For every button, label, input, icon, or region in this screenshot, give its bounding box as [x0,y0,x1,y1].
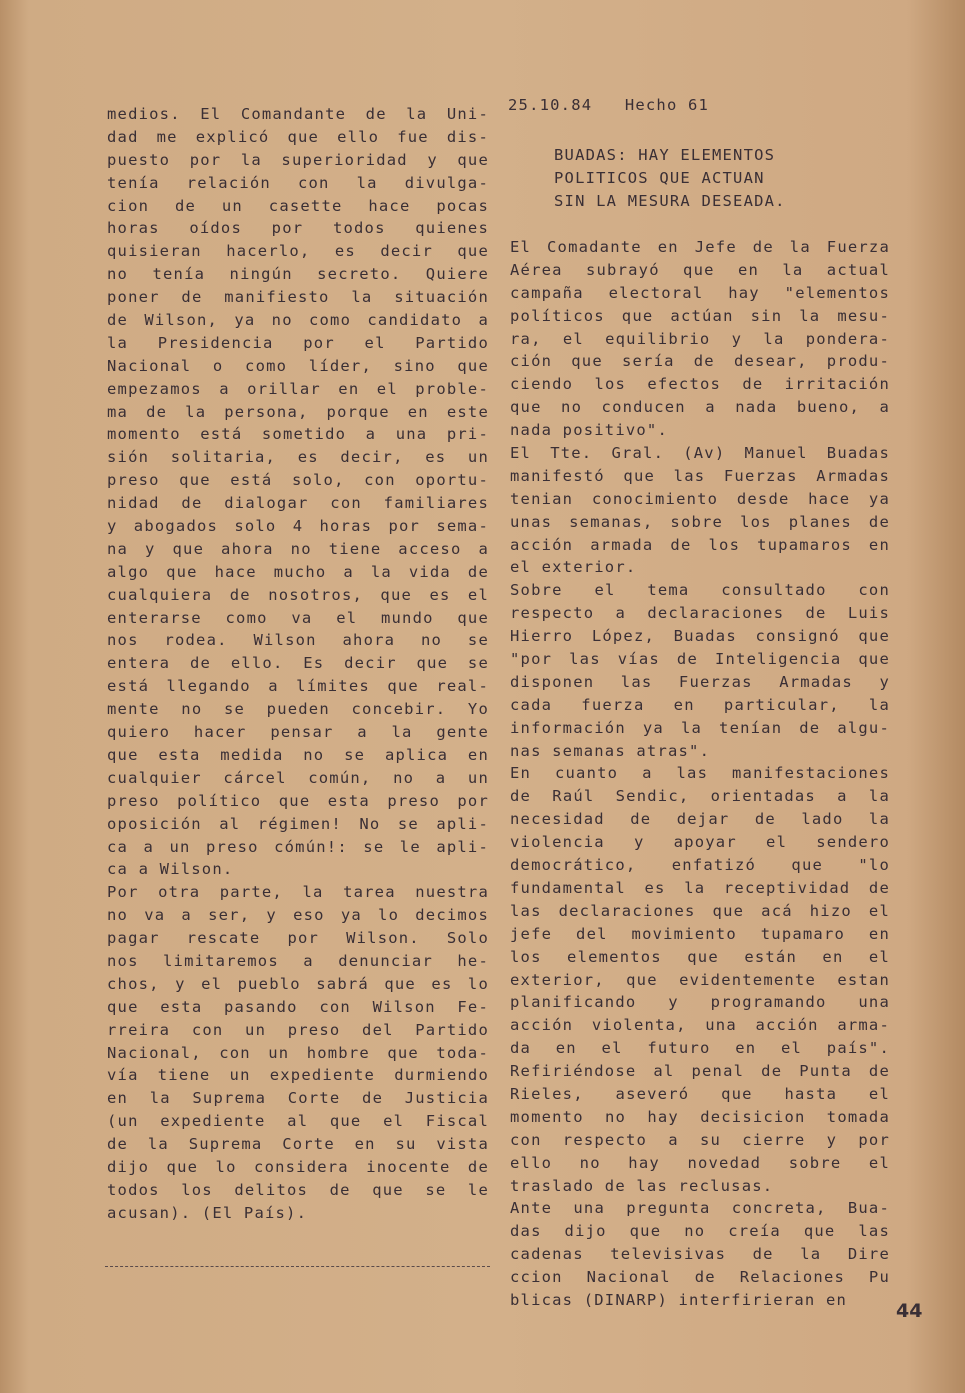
text-line: "por las vías de Inteligencia que [510,650,890,669]
text-line: no va a ser, y eso ya lo decimos [107,906,489,925]
text-line: blicas (DINARP) interfirieran en [510,1290,848,1309]
text-line: ca a un preso cómún!: se le apli- [107,837,489,856]
text-line: jefe del movimiento tupamaro en [510,924,890,943]
text-line: que esta medida no se aplica en [107,745,489,764]
text-line: dijo que lo considera inocente de [107,1157,489,1176]
text-line: ccion Nacional de Relaciones Pu [510,1268,890,1287]
text-line: cualquiera de nosotros, que es el [107,585,489,604]
text-line: El Comadante en Jefe de la Fuerza [510,238,890,256]
text-line: que no conducen a nada bueno, a [510,398,890,417]
text-line: políticos que actúan sin la mesu- [510,306,890,325]
text-line: fundamental es la receptividad de [510,878,890,897]
text-line: sión solitaria, es decir, es un [107,448,489,467]
text-line: la Presidencia por el Partido [107,333,489,352]
text-line: manifestó que las Fuerzas Armadas [510,466,890,485]
text-line: planificando y programando una [510,993,890,1012]
text-line: preso político que esta preso por [107,791,489,810]
text-line: vía tiene un expediente durmiendo [107,1066,489,1085]
text-line: de la Suprema Corte en su vista [107,1135,489,1154]
text-line: puesto por la superioridad y que [107,150,489,169]
text-line: Sobre el tema consultado con [510,581,890,600]
text-line: las declaraciones que acá hizo el [510,901,890,920]
article-label: Hecho 61 [624,96,710,114]
text-line: cadenas televisivas de la Dire [510,1245,890,1264]
text-line: ca a Wilson. [107,860,234,879]
text-line: necesidad de dejar de lado la [510,810,890,829]
title-line: BUADAS: HAY ELEMENTOS [554,146,776,164]
article-header [508,96,731,114]
text-line: los elementos que están en el [510,947,890,966]
text-line: cion de un casette hace pocas [107,196,489,215]
text-line: pagar rescate por Wilson. Solo [107,929,489,948]
text-line: nos rodea. Wilson ahora no se [107,631,489,650]
text-line: Aérea subrayó que en la actual [510,260,890,279]
text-line: medios. El Comandante de la Uni- [107,105,489,123]
text-line: Refiriéndose al penal de Punta de [510,1062,890,1081]
text-line: momento está sometido a una pri- [107,425,489,444]
text-line: disponen las Fuerzas Armadas y [510,672,890,691]
text-line: En cuanto a las manifestaciones [510,764,890,783]
text-line: Hierro López, Buadas consignó que [510,627,890,646]
text-line: respecto a declaraciones de Luis [510,604,890,623]
text-line: ción que sería de desear, produ- [510,352,890,371]
text-line: cada fuerza en particular, la [510,695,890,714]
text-line: quisieran hacerlo, es decir que [107,242,489,261]
text-line: campaña electoral hay "elementos [510,283,890,302]
text-line: con respecto a su cierre y por [510,1130,890,1149]
text-line: Nacional o como líder, sino que [107,356,489,375]
text-line: entera de ello. Es decir que se [107,654,489,673]
text-line: ra, el equilibrio y la pondera- [510,329,890,348]
right-column-text [510,236,890,1312]
text-line: tenian conocimiento desde hace ya [510,489,890,508]
text-line: democrático, enfatizó que "lo [510,856,890,875]
text-line: algo que hace mucho a la vida de [107,562,489,581]
text-line: nas semanas atras". [510,741,711,760]
text-line: nada positivo". [510,421,668,440]
text-line: na y que ahora no tiene acceso a [107,539,489,558]
text-line: y abogados solo 4 horas por sema- [107,517,489,536]
text-line: enterarse como va el mundo que [107,608,489,627]
text-line: acción armada de los tupamaros en [510,535,890,554]
text-line: ma de la persona, porque en este [107,402,489,421]
section-divider [105,1266,490,1267]
text-line: dad me explicó que ello fue dis- [107,127,489,146]
text-line: acción violenta, una acción arma- [510,1016,890,1035]
text-line: oposición al régimen! No se apli- [107,814,489,833]
text-line: Por otra parte, la tarea nuestra [107,883,489,902]
text-line: (un expediente al que el Fiscal [107,1112,489,1131]
text-line: de Raúl Sendic, orientadas a la [510,787,890,806]
text-line: nos limitaremos a denunciar he- [107,951,489,970]
text-line: exterior, que evidentemente estan [510,970,890,989]
text-line: violencia y apoyar el sendero [510,833,890,852]
text-line: da en el futuro en el país". [510,1039,890,1058]
text-line: que esta pasando con Wilson Fe- [107,997,489,1016]
text-line: cualquier cárcel común, no a un [107,768,489,787]
article-title [554,144,786,213]
text-line: nidad de dialogar con familiares [107,494,489,513]
article-date: 25.10.84 [508,96,593,114]
text-line: momento no hay decisicion tomada [510,1107,890,1126]
text-line: horas oídos por todos quienes [107,219,489,238]
text-line: mente no se pueden concebir. Yo [107,700,489,719]
text-line: el exterior. [510,558,637,577]
text-line: de Wilson, ya no como candidato a [107,311,489,330]
text-line: está llegando a límites que real- [107,677,489,696]
text-line: Nacional, con un hombre que toda- [107,1043,489,1062]
text-line: unas semanas, sobre los planes de [510,512,890,531]
left-column-text [107,103,489,1225]
text-line: acusan). (El País). [107,1203,308,1222]
text-line: El Tte. Gral. (Av) Manuel Buadas [510,444,890,463]
page-number: 44 [896,1300,923,1322]
title-line: SIN LA MESURA DESEADA. [554,192,786,210]
text-line: Rieles, aseveró que hasta el [510,1084,890,1103]
text-line: traslado de las reclusas. [510,1176,774,1195]
text-line: preso que está solo, con oportu- [107,471,489,490]
text-line: información ya la tenían de algu- [510,718,890,737]
text-line: en la Suprema Corte de Justicia [107,1089,489,1108]
text-line: no tenía ningún secreto. Quiere [107,265,489,284]
text-line: quiero hacer pensar a la gente [107,723,489,742]
text-line: empezamos a orillar en el proble- [107,379,489,398]
text-line: poner de manifiesto la situación [107,288,489,307]
text-line: rreira con un preso del Partido [107,1020,489,1039]
text-line: das dijo que no creía que las [510,1222,890,1241]
text-line: ciendo los efectos de irritación [510,375,890,394]
text-line: Ante una pregunta concreta, Bua- [510,1199,890,1218]
text-line: ello no hay novedad sobre el [510,1153,890,1172]
text-line: todos los delitos de que se le [107,1180,489,1199]
text-line: tenía relación con la divulga- [107,173,489,192]
title-line: POLITICOS QUE ACTUAN [554,169,765,187]
text-line: chos, y el pueblo sabrá que es lo [107,974,489,993]
